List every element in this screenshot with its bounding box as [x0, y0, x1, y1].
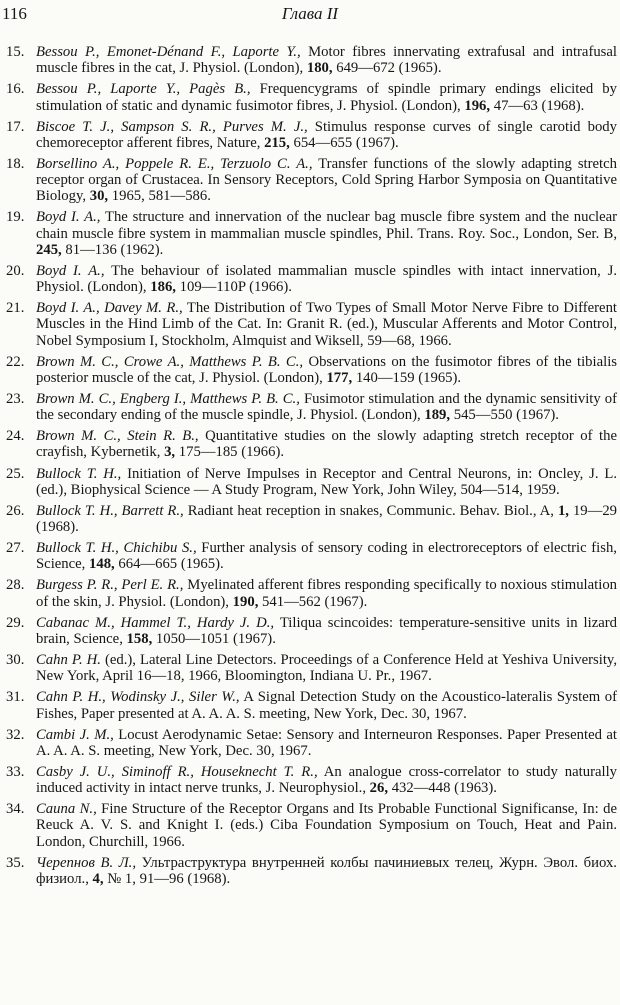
reference-number: 32.: [6, 726, 25, 743]
reference-pages: 654—655 (1967).: [289, 134, 399, 151]
reference-authors: Brown M. C., Crowe A., Matthews P. B. C.,: [36, 353, 304, 370]
reference-number: 19.: [6, 209, 25, 226]
reference-number: 27.: [6, 540, 25, 557]
reference-number: 22.: [6, 353, 25, 370]
reference-item: [0, 119, 620, 151]
reference-volume: 186,: [150, 279, 176, 296]
reference-text: Stimulus response curves of single carotid body chemoreceptor afferent fibres, Nature,: [36, 118, 617, 151]
reference-text: Observations on the fusimotor fibres of the tibialis posterior muscle of the cat, J. Physiol. (London),: [36, 353, 617, 386]
reference-item: [0, 209, 620, 258]
reference-volume: 189,: [424, 407, 451, 424]
reference-list: [0, 44, 620, 892]
reference-volume: 148,: [89, 556, 115, 573]
reference-item: [0, 391, 620, 423]
reference-number: 16.: [6, 81, 25, 98]
reference-pages: № 1, 91—96 (1968).: [103, 870, 231, 887]
reference-number: 31.: [6, 689, 25, 706]
reference-number: 21.: [6, 300, 25, 317]
reference-item: [0, 428, 620, 460]
reference-text: Fusimotor stimulation and the dynamic sensitivity of the secondary ending of the muscle spindle, J. Physiol. (London),: [36, 390, 617, 424]
reference-text: Tiliqua scincoides: temperature-sensitive units in lizard brain, Science,: [36, 614, 617, 647]
reference-item: [0, 577, 620, 609]
reference-item: [0, 466, 620, 498]
reference-number: 17.: [6, 118, 25, 135]
page-header: [0, 4, 620, 26]
reference-number: 15.: [6, 44, 25, 60]
reference-pages: 81—136 (1962).: [61, 241, 164, 258]
reference-item: [0, 503, 620, 535]
reference-text: Locust Aerodynamic Setae: Sensory and Interneuron Responses. Paper Presented at A. A. A. S. meeting, New York, Dec. 30, 1967.: [36, 726, 617, 759]
reference-text: Further analysis of sensory coding in electroreceptors of electric fish, Science,: [36, 540, 617, 573]
reference-authors: Brown M. C., Engberg I., Matthews P. B. C.,: [36, 390, 300, 407]
reference-authors: Cabanac M., Hammel T., Hardy J. D.,: [36, 614, 275, 631]
reference-number: 29.: [6, 614, 25, 631]
reference-authors: Casby J. U., Siminoff R., Houseknecht T. R.,: [36, 763, 318, 780]
reference-volume: 1,: [557, 502, 569, 519]
reference-authors: Черепнов В. Л.,: [36, 854, 137, 871]
reference-item: [0, 727, 620, 759]
reference-text: Quantitative studies on the slowly adapting stretch receptor of the crayfish, Kybernetik,: [36, 428, 617, 461]
reference-text: Fine Structure of the Receptor Organs and Its Probable Functional Significanse, In: de Reuck A. V. S. and Knight I. (eds.) Ciba Foundation Symposium on Touch, Heat and Pain. London, Churchill, 1966.: [36, 801, 617, 850]
reference-text: Ультраструктура внутренней колбы пачиниевых телец, Журн. Эвол. биох. физиол.,: [36, 854, 617, 887]
reference-pages: 664—665 (1965).: [114, 556, 224, 573]
reference-text: The structure and innervation of the nuclear bag muscle fibre system and the nuclear chain muscle fibre system in mammalian muscle spindles, Phil. Trans. Roy. Soc., London, Ser. B,: [36, 209, 617, 242]
reference-number: 18.: [6, 155, 25, 172]
reference-number: 34.: [6, 801, 25, 818]
reference-authors: Borsellino A., Poppele R. E., Terzuolo C. A.,: [36, 155, 313, 172]
reference-item: [0, 855, 620, 887]
reference-text: An analogue cross-correlator to study naturally induced activity in intact nerve trunks, J. Neurophysiol.,: [36, 763, 618, 797]
reference-number: 30.: [6, 652, 25, 669]
reference-authors: Cahn P. H.: [36, 652, 101, 669]
reference-item: [0, 801, 620, 850]
reference-text: Transfer functions of the slowly adapting stretch receptor organ of Crustacea. In Sensory Receptors, Cold Spring Harbor Symposia on Quantitative Biology,: [36, 155, 617, 205]
reference-volume: 30,: [89, 188, 109, 205]
reference-text: The Distribution of Two Types of Small Motor Nerve Fibre to Different Muscles in the Hind Limb of the Cat. In: Granit R. (ed.), Muscular Afferents and Motor Control, Nobel Symposium I, Stockholm, Almquist and Wiksell, 59—68, 1966.: [36, 300, 617, 349]
reference-pages: 545—550 (1967).: [450, 407, 559, 424]
reference-number: 33.: [6, 763, 25, 780]
reference-item: [0, 263, 620, 295]
reference-volume: 180,: [306, 60, 333, 77]
reference-pages: 109—110P (1966).: [175, 279, 292, 296]
reference-item: [0, 44, 620, 76]
reference-authors: Boyd I. A.,: [36, 209, 101, 226]
reference-volume: 196,: [464, 97, 491, 114]
reference-item: [0, 764, 620, 796]
reference-number: 20.: [6, 262, 25, 279]
reference-text: Motor fibres innervating extrafusal and intrafusal muscle fibres in the cat, J. Physiol. (London),: [36, 44, 617, 77]
reference-text: Myelinated afferent fibres responding specifically to noxious stimulation of the skin, J. Physiol. (London),: [36, 577, 618, 610]
reference-text: Radiant heat reception in snakes, Communic. Behav. Biol., A,: [183, 502, 558, 519]
reference-authors: Cambi J. M.,: [36, 726, 114, 743]
reference-text: A Signal Detection Study on the Acoustico-lateralis System of Fishes, Paper presented at A. A. A. S. meeting, New York, Dec. 30, 1967.: [36, 689, 617, 722]
reference-volume: 4,: [92, 870, 104, 887]
reference-pages: 432—448 (1963).: [388, 780, 497, 797]
reference-item: [0, 540, 620, 572]
reference-item: [0, 354, 620, 386]
reference-text: Frequencygrams of spindle primary endings elicited by stimulation of static and dynamic fusimotor fibres, J. Physiol. (London),: [36, 81, 617, 114]
reference-pages: 1965, 581—586.: [108, 188, 211, 205]
page-number: 116: [2, 4, 27, 23]
reference-number: 26.: [6, 502, 25, 519]
reference-number: 35.: [6, 854, 25, 871]
reference-authors: Bullock T. H., Chichibu S.,: [36, 540, 197, 557]
reference-volume: 158,: [126, 630, 153, 647]
reference-item: [0, 81, 620, 113]
reference-pages: 19—29 (1968).: [36, 502, 618, 536]
reference-authors: Brown M. C., Stein R. B.,: [36, 428, 199, 445]
reference-authors: Bessou P., Laporte Y., Pagès B.,: [36, 81, 251, 98]
reference-number: 24.: [6, 428, 25, 445]
reference-authors: Boyd I. A.,: [36, 262, 105, 279]
reference-item: [0, 615, 620, 647]
reference-number: 25.: [6, 465, 25, 482]
reference-volume: 245,: [36, 241, 62, 258]
reference-volume: 3,: [164, 444, 176, 461]
reference-volume: 26,: [369, 780, 389, 797]
reference-authors: Boyd I. A., Davey M. R.,: [36, 300, 183, 317]
reference-pages: 47—63 (1968).: [490, 97, 585, 114]
reference-pages: 175—185 (1966).: [175, 444, 285, 461]
reference-authors: Bullock T. H., Barrett R.,: [36, 502, 184, 519]
reference-text: (ed.), Lateral Line Detectors. Proceedings of a Conference Held at Yeshiva University, New York, April 16—18, 1966, Bloomington, Indiana U. Pr., 1967.: [36, 652, 617, 685]
reference-authors: Cauna N.,: [36, 801, 97, 818]
reference-volume: 190,: [232, 593, 259, 610]
reference-authors: Biscoe T. J., Sampson S. R., Purves M. J.,: [36, 118, 308, 135]
reference-item: [0, 300, 620, 349]
reference-volume: 177,: [326, 369, 353, 386]
reference-pages: 541—562 (1967).: [258, 593, 368, 610]
reference-item: [0, 156, 620, 205]
chapter-title: Глава II: [281, 4, 339, 23]
reference-volume: 215,: [264, 134, 290, 151]
reference-authors: Cahn P. H., Wodinsky J., Siler W.,: [36, 689, 240, 706]
reference-text: Initiation of Nerve Impulses in Receptor and Central Neurons, in: Oncley, J. L. (ed.), Biophysical Science — A Study Program, New York, John Wiley, 504—514, 1959.: [36, 465, 617, 498]
reference-pages: 140—159 (1965).: [352, 369, 462, 386]
reference-item: [0, 689, 620, 721]
reference-authors: Bessou P., Emonet-Dénand F., Laporte Y.,: [36, 44, 301, 60]
reference-authors: Burgess P. R., Perl E. R.,: [36, 577, 184, 594]
reference-pages: 1050—1051 (1967).: [152, 630, 276, 647]
reference-authors: Bullock T. H.,: [36, 465, 122, 482]
reference-number: 28.: [6, 577, 25, 594]
reference-pages: 649—672 (1965).: [332, 60, 442, 77]
reference-item: [0, 652, 620, 684]
reference-number: 23.: [6, 390, 25, 407]
reference-text: The behaviour of isolated mammalian muscle spindles with intact innervation, J. Physiol. (London),: [36, 262, 618, 296]
